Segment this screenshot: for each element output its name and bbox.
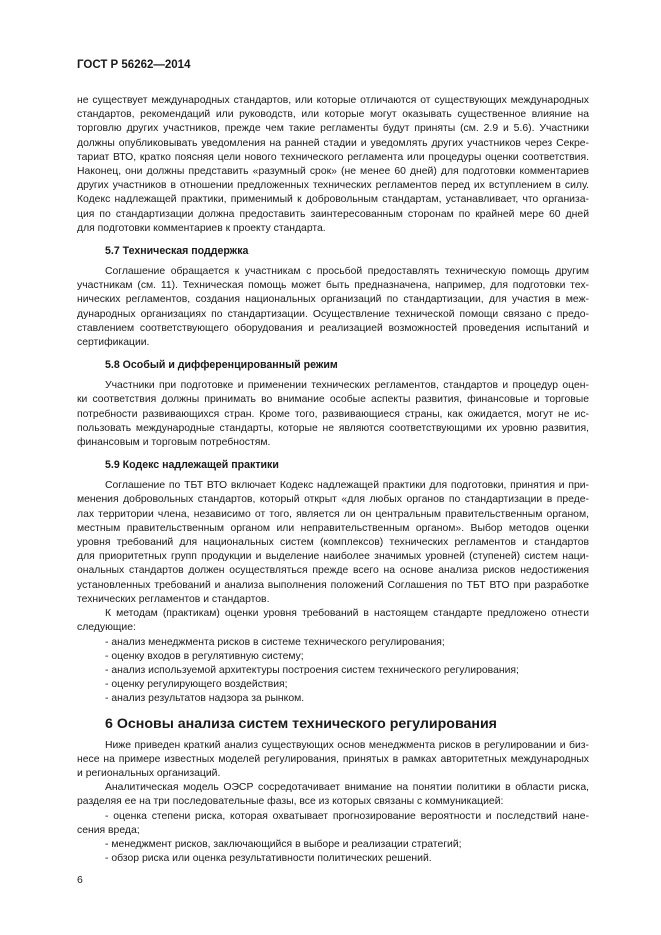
section-heading: 5.8 Особый и дифференцированный режим — [105, 359, 338, 372]
text-line: пользовать международные стандарты, которые не являются соответствующими их уровню развития, — [77, 422, 589, 434]
text-line: установленных требований и анализа выполнения положений Соглашения по ТБТ ВТО при разработке — [77, 579, 589, 591]
list-item: - анализ используемой архитектуры построения систем технического регулирования; — [105, 664, 519, 676]
text-line: разделяя ее на три последовательные фазы, все из которых связаны с коммуникацией: — [77, 796, 504, 808]
section-5-8 — [77, 358, 589, 450]
text-line: лах территории члена, независимо от того, является ли он центральным правительственным органом, — [77, 508, 589, 520]
chapter-heading: 6 Основы анализа систем технического регулирования — [105, 715, 497, 732]
section-heading: 5.9 Кодекс надлежащей практики — [105, 459, 279, 472]
list-item: - обзор риска или оценка результативности политических решений. — [105, 853, 432, 865]
text-line: Аналитическая модель ОЭСР сосредотачивает внимание на понятии политики в области риска, — [105, 782, 589, 794]
text-line: тариат ВТО, кратко поясняя цели нового технического регламента или процедуры оценки соответствия. — [77, 151, 589, 163]
text-line: Кодекс надлежащей практики, применимый к добровольным стандартам, устанавливает, что организа- — [77, 194, 589, 206]
text-line: Участники при подготовке и применении технических регламентов, стандартов и процедур оцен- — [105, 380, 589, 392]
text-line: торговлю других участников, прежде чем такие регламенты будут приняты (см. 2.9 и 5.6). Участники — [77, 123, 589, 135]
text-line: стандартов, рекомендаций или руководств, или которые могут оказывать существенное влияние на — [77, 109, 589, 121]
paragraph-intro — [77, 94, 589, 236]
list-item: - оценку входов в регулятивную систему; — [105, 650, 304, 662]
section-body-methods — [77, 607, 589, 635]
section-5-7 — [77, 244, 589, 350]
section-heading: 5.7 Техническая поддержка — [105, 245, 249, 258]
page-number: 6 — [77, 875, 83, 887]
text-line: следующие: — [77, 622, 136, 634]
text-line: технических регламентов и стандартов. — [77, 593, 270, 605]
text-line: менения добровольных стандартов, который открыт «для любых органов по стандартизации в преде- — [77, 494, 589, 506]
section-body — [77, 479, 589, 607]
text-line: участникам (см. 11). Техническая помощь может быть предназначена, например, для подготовки тех- — [77, 280, 589, 292]
text-line: ональных стандартов должен осуществляться прежде всего на основе анализа рисков недостижения — [77, 565, 589, 577]
text-line: Наконец, они должны представить «разумный срок» (не менее 60 дней) для подготовки комментариев — [77, 166, 589, 178]
text-line: ставлением соответствующего оборудования и реализацией возможностей проведения испытаний и — [77, 322, 589, 334]
text-line: Соглашение обращается к участникам с просьбой предоставлять техническую помощь другим — [105, 266, 589, 278]
text-line: других участников в отношении предложенных технических регламентов перед их вступлением в силу. — [77, 180, 589, 192]
document-header: ГОСТ Р 56262—2014 — [77, 59, 191, 71]
text-line: уровня требований для национальных систем (комплексов) технических регламентов и стандартов — [77, 537, 589, 549]
text-line: Ниже приведен краткий анализ существующих основ менеджмента рисков в регулировании и биз- — [105, 739, 589, 751]
section-body — [77, 265, 589, 350]
section-body-oecd — [77, 781, 589, 809]
section-5-9 — [77, 458, 589, 706]
text-line: ки соответствия должны принимать во внимание особые аспекты развития, финансовые и торговые — [77, 394, 589, 406]
methods-list — [77, 636, 589, 707]
section-6 — [77, 715, 589, 867]
text-line: для приоритетных групп продукции и выделение наиболее значимых уровней (ступеней) систем наци- — [77, 551, 589, 563]
list-item: - оценку регулирующего воздействия; — [105, 679, 288, 691]
text-line: финансовым и торговым потребностям. — [77, 437, 271, 449]
oecd-phase-item — [77, 810, 589, 838]
text-line: сения вреда; — [77, 824, 140, 836]
oecd-phases-list — [77, 838, 589, 866]
text-line: Соглашение по ТБТ ВТО включает Кодекс надлежащей практики для подготовки, принятия и при- — [105, 480, 589, 492]
list-item: - анализ менеджмента рисков в системе технического регулирования; — [105, 636, 445, 648]
text-line: нических регламентов, создания национальных организаций по стандартизации, для участия в меж- — [77, 294, 589, 306]
list-item: - анализ результатов надзора за рынком. — [105, 693, 305, 705]
text-line: не существует международных стандартов, или которые отличаются от существующих международных — [77, 95, 589, 106]
text-line: и региональных организаций. — [77, 767, 221, 779]
text-line: дународных организациях по стандартизации. Осуществление технической помощи связано с предо- — [77, 308, 589, 320]
document-page — [77, 58, 589, 888]
text-line: для подготовки комментариев к проекту стандарта. — [77, 222, 326, 234]
text-line: несе на примере известных моделей регулирования, принятых в рамках авторитетных международных — [77, 753, 589, 765]
text-line: потребности развивающихся стран. Кроме того, развивающиеся страны, как ожидается, могут не ис- — [77, 408, 589, 420]
list-item: - менеджмент рисков, заключающийся в выборе и реализации стратегий; — [105, 838, 462, 850]
section-body — [77, 379, 589, 450]
text-line: ция по стандартизации должна предоставить заинтересованным сторонам по крайней мере 60 дней — [77, 208, 589, 220]
text-line: местным правительственным органом или неправительственным органом». Выбор методов оценки — [77, 522, 589, 534]
text-line: сертификации. — [77, 337, 150, 349]
text-line: - оценка степени риска, которая охватывает прогнозирование вероятности и последствий нане- — [105, 810, 589, 822]
text-line: К методам (практикам) оценки уровня требований в настоящем стандарте предложено отнести — [105, 608, 589, 620]
text-line: должны опубликовывать уведомления на ранней стадии и уведомлять других участников через Секре- — [77, 137, 589, 149]
section-body — [77, 739, 589, 782]
